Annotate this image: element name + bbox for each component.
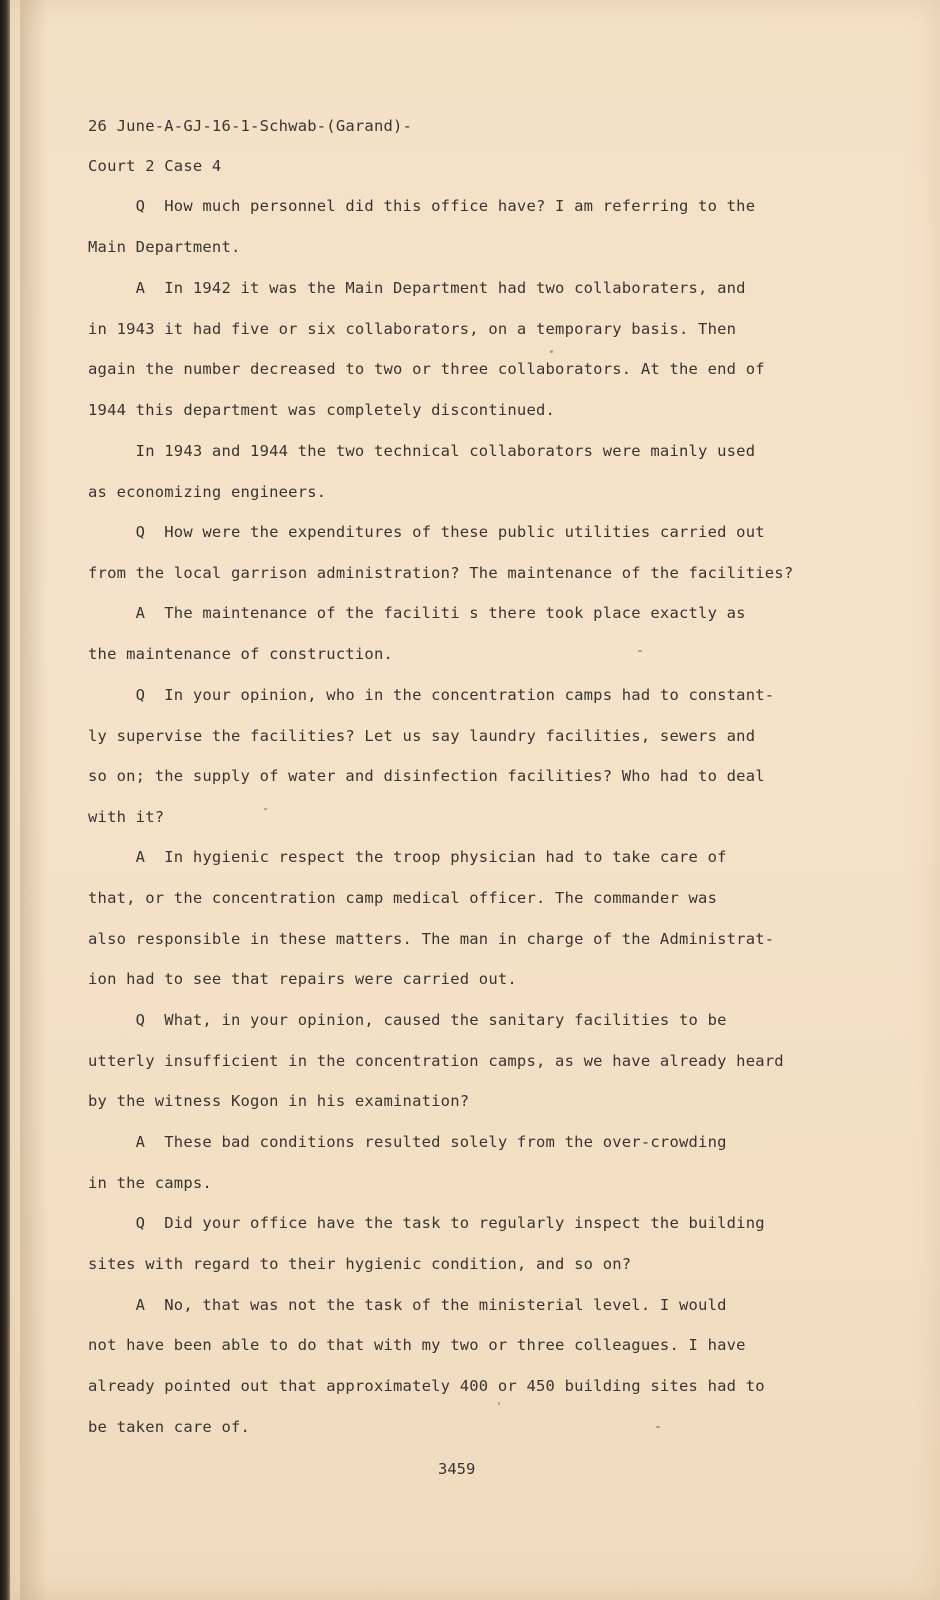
body-line-3: A In 1942 it was the Main Department had two collaboraters, and — [88, 279, 746, 297]
header-line-2: Court 2 Case 4 — [88, 157, 222, 175]
body-line-28: A No, that was not the task of the ministerial level. I would — [88, 1296, 727, 1314]
body-line-2: Main Department. — [88, 238, 241, 256]
body-line-14: ly supervise the facilities? Let us say laundry facilities, sewers and — [88, 727, 756, 745]
body-line-11: A The maintenance of the faciliti s there took place exactly as — [88, 604, 746, 622]
body-line-15: so on; the supply of water and disinfection facilities? Who had to deal — [88, 767, 765, 785]
body-line-25: in the camps. — [88, 1174, 212, 1192]
body-line-9: Q How were the expenditures of these public utilities carried out — [88, 523, 765, 541]
body-line-1: Q How much personnel did this office have? I am referring to the — [88, 197, 756, 215]
body-line-6: 1944 this department was completely discontinued. — [88, 401, 556, 419]
body-line-26: Q Did your office have the task to regularly inspect the building — [88, 1214, 765, 1232]
paper-speck — [264, 808, 267, 810]
body-line-29: not have been able to do that with my two or three colleagues. I have — [88, 1336, 746, 1354]
body-line-30: already pointed out that approximately 400 or 450 building sites had to — [88, 1377, 765, 1395]
body-line-16: with it? — [88, 808, 165, 826]
page-number: 3459 — [438, 1460, 476, 1478]
body-line-19: also responsible in these matters. The man in charge of the Administrat- — [88, 930, 775, 948]
body-line-31: be taken care of. — [88, 1418, 251, 1436]
body-line-12: the maintenance of construction. — [88, 645, 394, 663]
body-line-5: again the number decreased to two or three collaborators. At the end of — [88, 360, 765, 378]
body-line-17: A In hygienic respect the troop physician had to take care of — [88, 848, 727, 866]
paper-speck — [550, 350, 553, 353]
document-body — [10, 0, 794, 1436]
body-line-18: that, or the concentration camp medical officer. The commander was — [88, 889, 718, 907]
body-line-22: utterly insufficient in the concentration camps, as we have already heard — [88, 1052, 784, 1070]
paper-speck — [498, 1402, 500, 1405]
body-line-27: sites with regard to their hygienic condition, and so on? — [88, 1255, 632, 1273]
body-line-20: ion had to see that repairs were carried out. — [88, 970, 517, 988]
body-line-4: in 1943 it had five or six collaborators, on a temporary basis. Then — [88, 320, 737, 338]
body-line-7: In 1943 and 1944 the two technical collaborators were mainly used — [88, 442, 756, 460]
body-line-13: Q In your opinion, who in the concentration camps had to constant- — [88, 686, 775, 704]
body-line-21: Q What, in your opinion, caused the sanitary facilities to be — [88, 1011, 727, 1029]
scan-left-edge — [0, 0, 10, 1600]
paper-speck — [638, 650, 642, 652]
body-line-23: by the witness Kogon in his examination? — [88, 1092, 470, 1110]
paper-speck — [656, 1426, 660, 1428]
document-page — [10, 0, 940, 1600]
body-line-24: A These bad conditions resulted solely from the over-crowding — [88, 1133, 727, 1151]
header-line-1: 26 June-A-GJ-16-1-Schwab-(Garand)- — [88, 117, 413, 135]
body-line-8: as economizing engineers. — [88, 483, 327, 501]
body-line-10: from the local garrison administration? The maintenance of the facilities? — [88, 564, 794, 582]
